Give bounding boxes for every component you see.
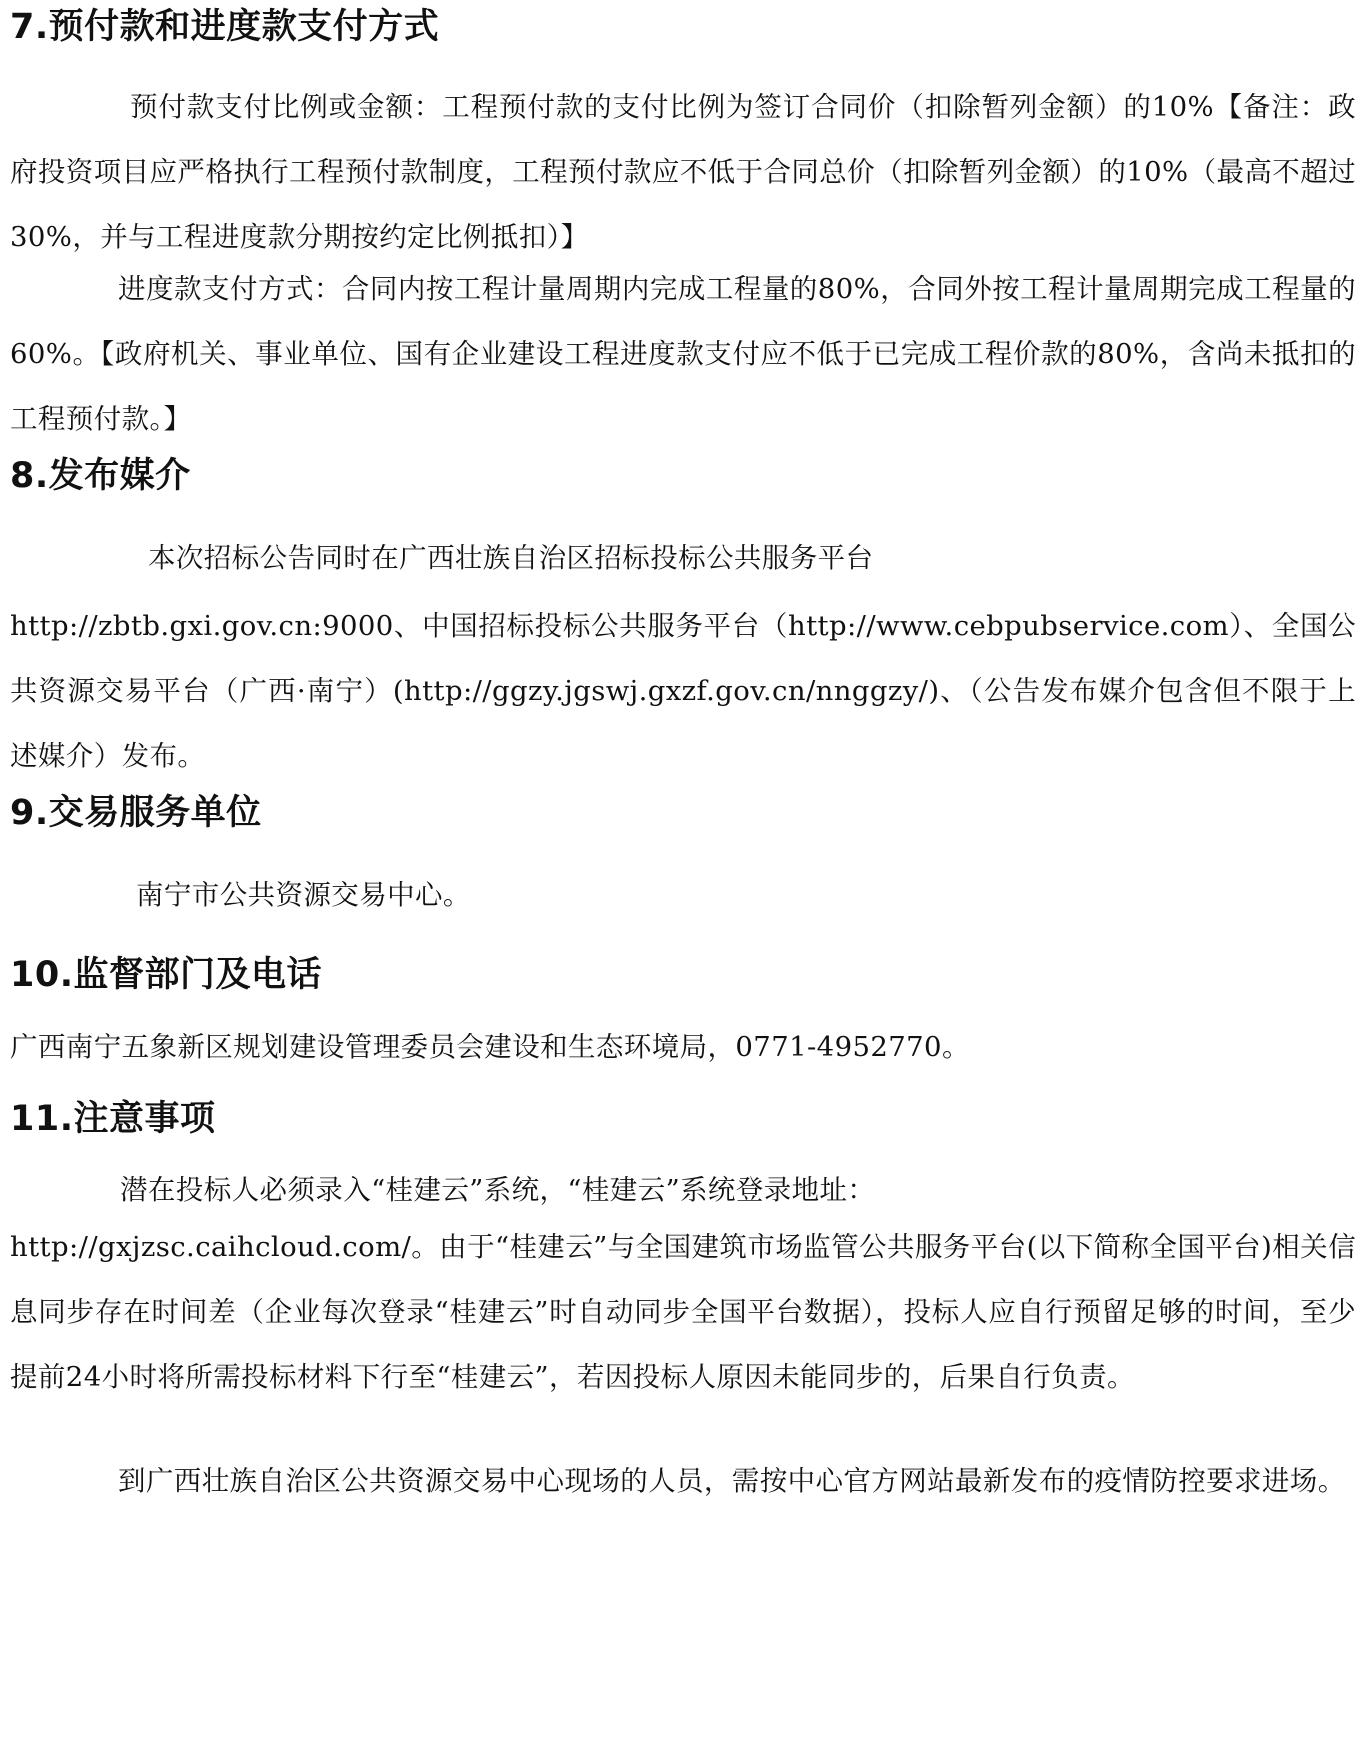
section-7-advance-payment-paragraph: 预付款支付比例或金额：工程预付款的支付比例为签订合同价（扣除暂列金额）的10%【备注：政府投资项目应严格执行工程预付款制度，工程预付款应不低于合同总价（扣除暂列金额）的10%（最高不超过30%，并与工程进度款分期按约定比例抵扣）】	[10, 91, 1356, 253]
section-8-intro-line: 本次招标公告同时在广西壮族自治区招标投标公共服务平台	[148, 542, 874, 574]
section-11-heading: 11.注意事项	[10, 1099, 216, 1139]
section-9-text: 南宁市公共资源交易中心。	[136, 879, 471, 911]
section-7-progress-payment-paragraph: 进度款支付方式：合同内按工程计量周期内完成工程量的80%，合同外按工程计量周期完成工程量的60%。【政府机关、事业单位、国有企业建设工程进度款支付应不低于已完成工程价款的80%，含尚未抵扣的工程预付款。】	[10, 273, 1356, 435]
section-9-heading: 9.交易服务单位	[10, 793, 262, 833]
section-8-heading: 8.发布媒介	[10, 456, 191, 496]
section-7-heading: 7.预付款和进度款支付方式	[10, 7, 440, 47]
section-8-media-paragraph: http://zbtb.gxi.gov.cn:9000、中国招标投标公共服务平台（http://www.cebpubservice.com）、全国公共资源交易平台（广西·南宁）(http://ggzy.jgswj.gxzf.gov.cn/nnggzy/)、（公告发布媒介包含但不限于上述媒介）发布。	[10, 610, 1356, 772]
section-10-text: 广西南宁五象新区规划建设管理委员会建设和生态环境局，0771-4952770。	[10, 1031, 970, 1063]
section-10-heading: 10.监督部门及电话	[10, 955, 323, 995]
section-11-onsite-paragraph: 到广西壮族自治区公共资源交易中心现场的人员，需按中心官方网站最新发布的疫情防控要求进场。	[118, 1465, 1346, 1497]
section-11-notice-paragraph: http://gxjzsc.caihcloud.com/。由于“桂建云”与全国建筑市场监管公共服务平台(以下简称全国平台)相关信息同步存在时间差（企业每次登录“桂建云”时自动同步全国平台数据），投标人应自行预留足够的时间，至少提前24小时将所需投标材料下行至“桂建云”，若因投标人原因未能同步的，后果自行负责。	[10, 1231, 1356, 1393]
section-11-intro-line: 潜在投标人必须录入“桂建云”系统，“桂建云”系统登录地址：	[120, 1174, 876, 1206]
